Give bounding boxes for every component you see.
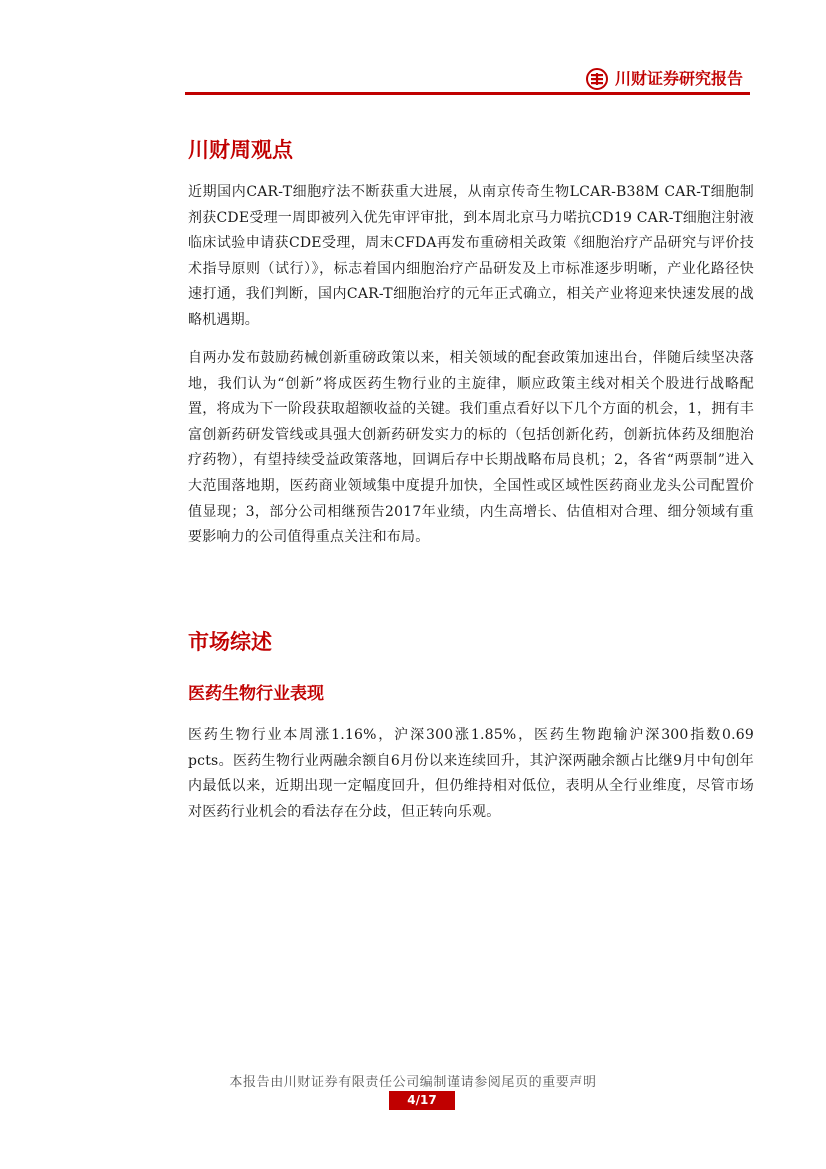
section-title-weekly-view: 川财周观点 [188,138,293,162]
header-divider [185,92,750,95]
page-number: 4/17 [389,1091,455,1110]
report-brand-title: 川财证券研究报告 [615,69,744,88]
chuancai-logo-icon [586,68,608,90]
section-title-market-review: 市场综述 [188,630,272,654]
weekly-view-paragraph-2: 自两办发布鼓励药械创新重磅政策以来，相关领域的配套政策加速出台，伴随后续坚决落地，我们认为“创新”将成医药生物行业的主旋律，顺应政策主线对相关个股进行战略配置，将成为下一阶段获取超额收益的关键。我们重点看好以下几个方面的机会，1，拥有丰富创新药研发管线或具强大创新药研发实力的标的（包括创新化药，创新抗体药及细胞治疗药物），有望持续受益政策落地，回调后存中长期战略布局良机；2，各省“两票制”进入大范围落地期，医药商业领域集中度提升加快，全国性或区域性医药商业龙头公司配置价值显现；3，部分公司相继预告2017年业绩，内生高增长、估值相对合理、细分领域有重要影响力的公司值得重点关注和布局。 [188,350,754,546]
market-review-paragraph-1: 医药生物行业本周涨1.16%，沪深300涨1.85%，医药生物跑输沪深300指数0.69 pcts。医药生物行业两融余额自6月份以来连续回升，其沪深两融余额占比继9月中旬创年内最低以来，近期出现一定幅度回升，但仍维持相对低位，表明从全行业维度，尽管市场对医药行业机会的看法存在分歧，但正转向乐观。 [188,727,754,820]
report-header [185,62,750,96]
footer-disclaimer: 本报告由川财证券有限责任公司编制谨请参阅尾页的重要声明 [229,1075,597,1090]
subsection-title-industry-performance: 医药生物行业表现 [188,684,324,704]
weekly-view-paragraph-1: 近期国内CAR-T细胞疗法不断获重大进展，从南京传奇生物LCAR-B38M CAR-T细胞制剂获CDE受理一周即被列入优先审评审批，到本周北京马力喏抗CD19 CAR-T细胞注射液临床试验申请获CDE受理，周末CFDA再发布重磅相关政策《细胞治疗产品研究与评价技术指导原则（试行）》，标志着国内细胞治疗产品研发及上市标准逐步明晰，产业化路径快速打通，我们判断，国内CAR-T细胞治疗的元年正式确立，相关产业将迎来快速发展的战略机遇期。 [188,184,754,328]
